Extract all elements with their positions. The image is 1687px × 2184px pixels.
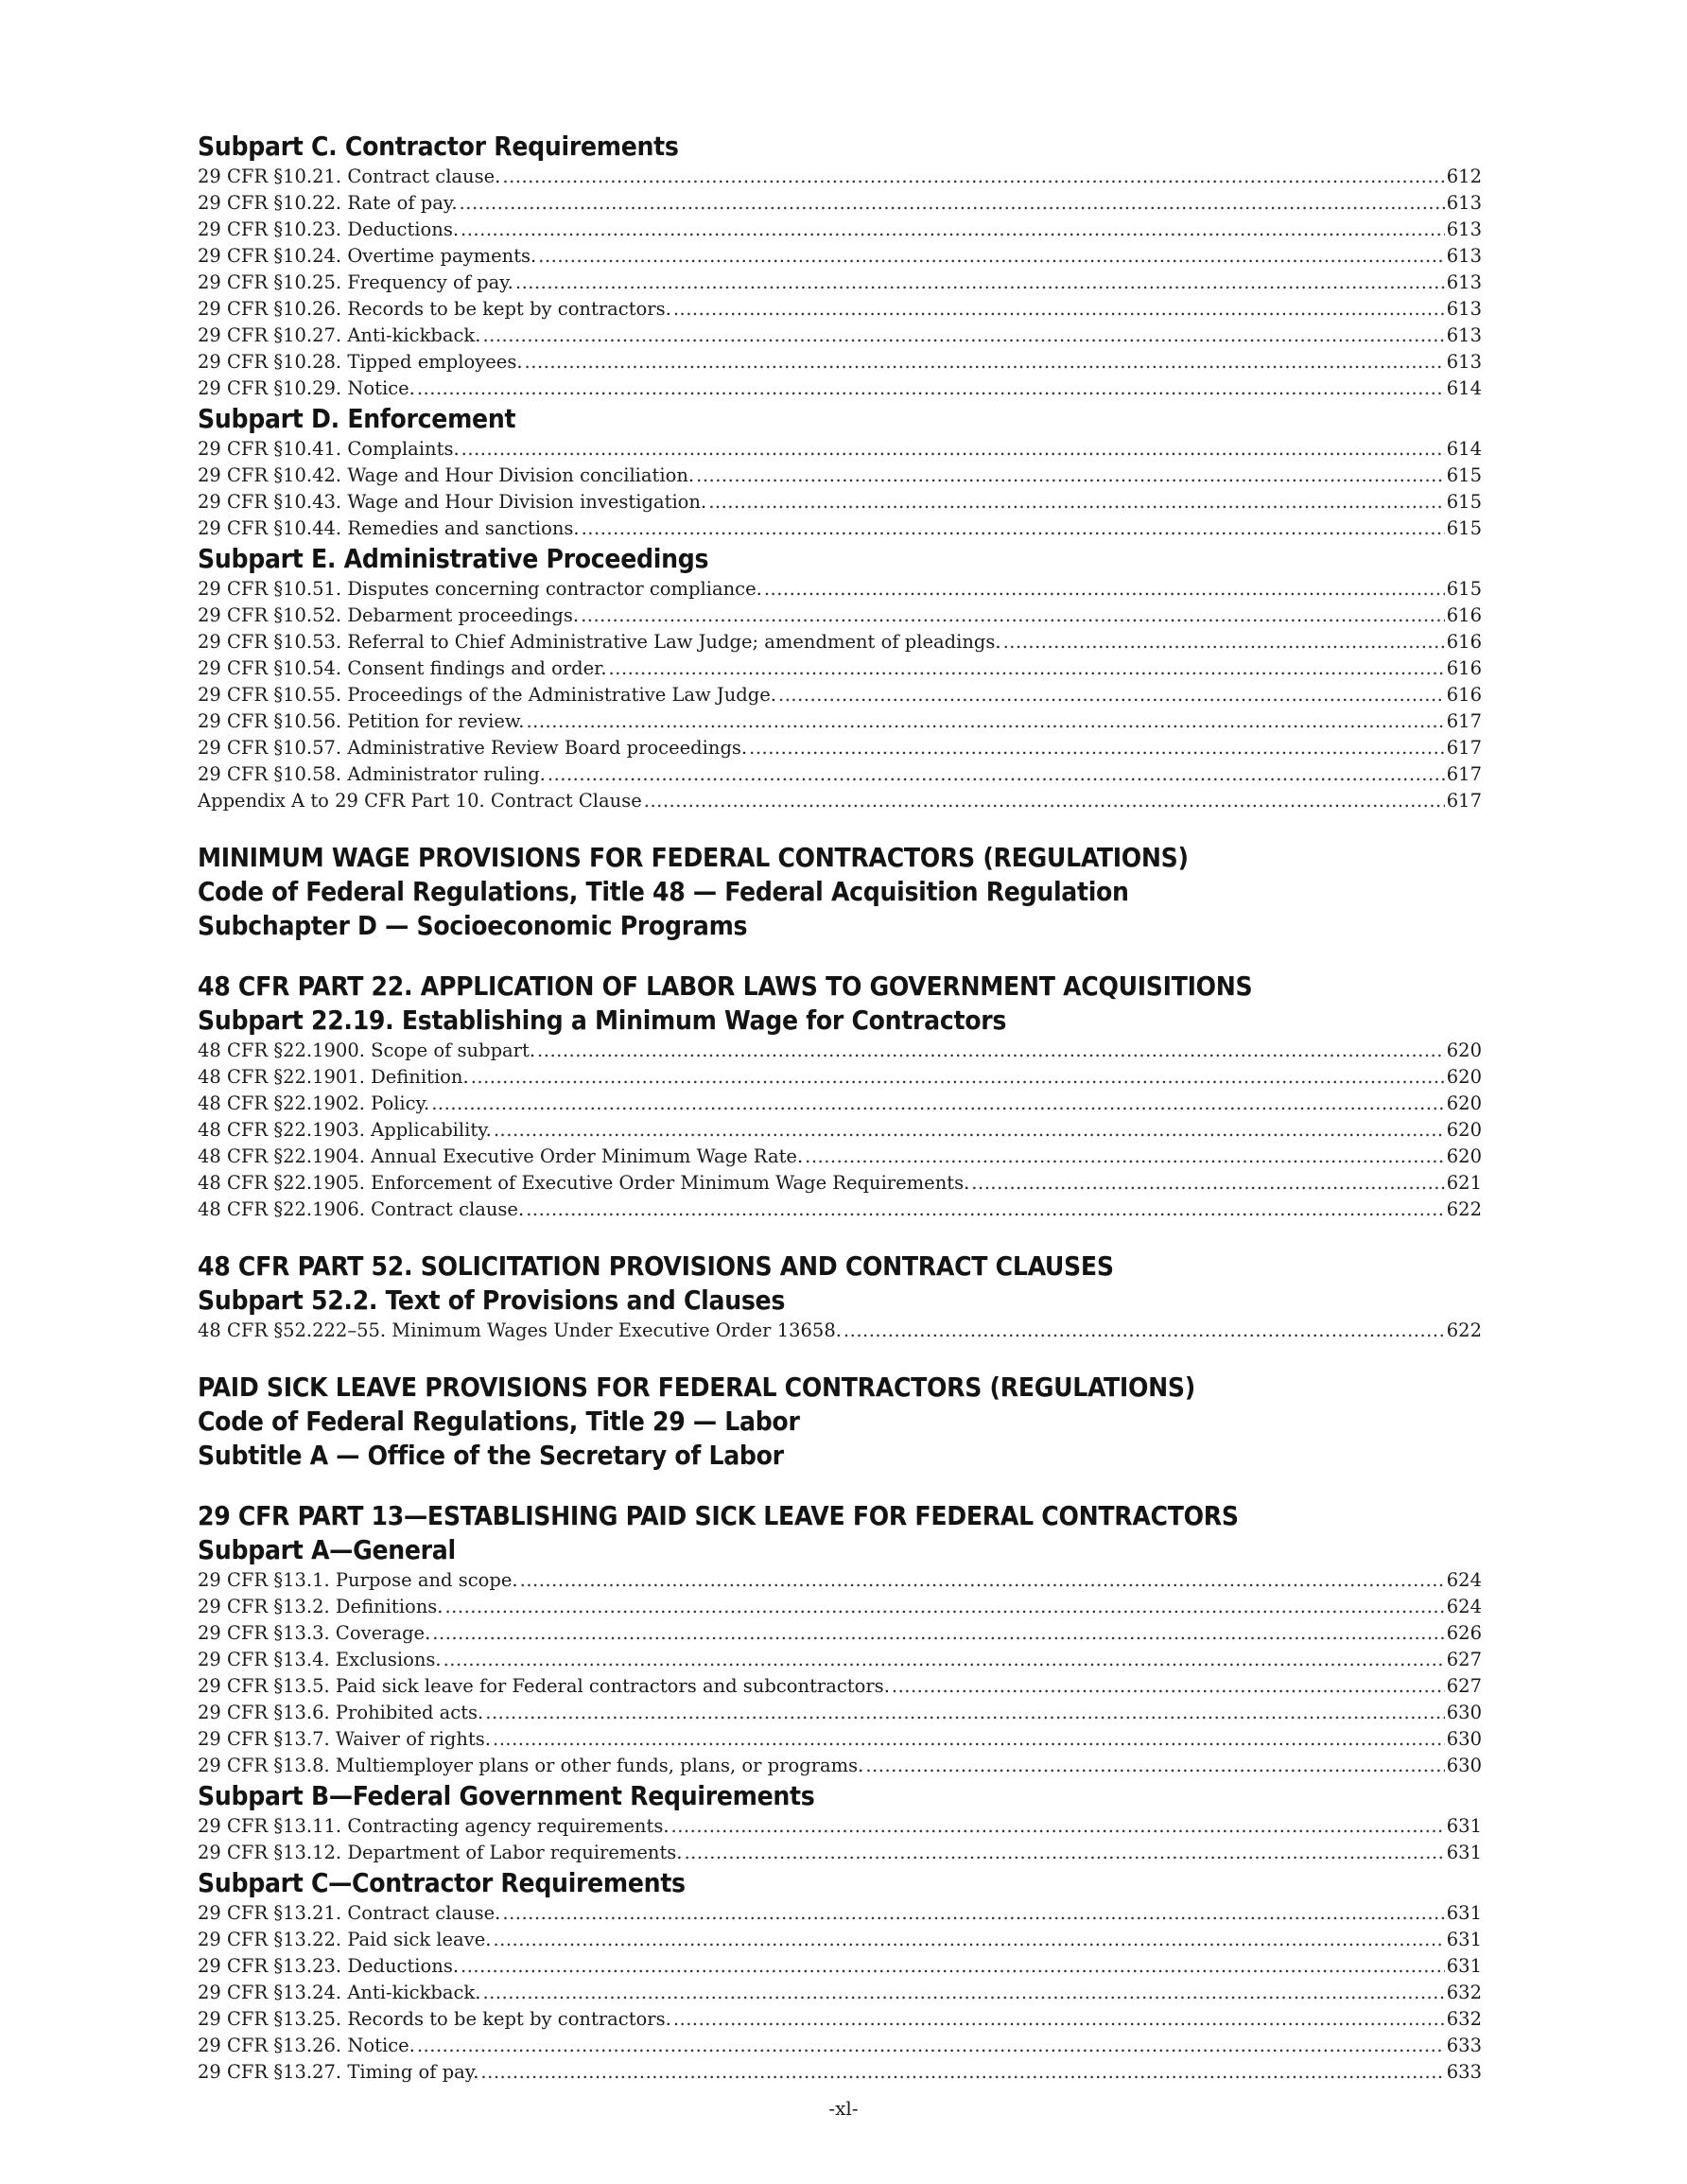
dot-leader: [471, 1064, 1445, 1091]
entry-title: 29 CFR §10.42. Wage and Hour Division conciliation.: [198, 464, 695, 486]
entry-title: 29 CFR §13.5. Paid sick leave for Federal contractors and subcontractors.: [198, 1675, 890, 1697]
dot-leader: [461, 217, 1445, 243]
toc-entry: [198, 1953, 1482, 1980]
dot-leader: [844, 1318, 1445, 1344]
entry-page-number: 630: [1446, 1702, 1482, 1723]
entry-page-number: 633: [1446, 2035, 1482, 2056]
toc-entry: [198, 708, 1482, 735]
entry-page-number: 615: [1446, 578, 1482, 600]
section-heading: Subpart 52.2. Text of Provisions and Clauses: [198, 1284, 786, 1316]
entry-title: 29 CFR §13.21. Contract clause.: [198, 1902, 501, 1924]
toc-entry: [198, 1900, 1482, 1927]
section-heading: 48 CFR PART 22. APPLICATION OF LABOR LAWS TO GOVERNMENT ACQUISITIONS: [198, 970, 1253, 1002]
dot-leader: [417, 376, 1445, 402]
section-heading: Subpart C—Contractor Requirements: [198, 1867, 686, 1898]
dot-leader: [609, 655, 1445, 682]
entry-title: 48 CFR §22.1906. Contract clause.: [198, 1198, 525, 1220]
toc-entry: [198, 1927, 1482, 1953]
dot-leader: [526, 1197, 1445, 1223]
section-heading: 29 CFR PART 13—ESTABLISHING PAID SICK LEAVE FOR FEDERAL CONTRACTORS: [198, 1500, 1239, 1531]
dot-leader: [460, 190, 1445, 217]
dot-leader: [548, 761, 1445, 788]
entry-title: 29 CFR §10.22. Rate of pay.: [198, 192, 458, 214]
toc-entry: [198, 2006, 1482, 2033]
entry-page-number: 614: [1446, 377, 1482, 399]
entry-page-number: 616: [1446, 604, 1482, 626]
entry-title: 29 CFR §10.51. Disputes concerning contractor compliance.: [198, 578, 762, 600]
entry-page-number: 615: [1446, 491, 1482, 513]
dot-leader: [684, 1840, 1444, 1866]
entry-page-number: 612: [1446, 166, 1482, 187]
entry-page-number: 613: [1446, 245, 1482, 267]
entry-title: 29 CFR §13.7. Waiver of rights.: [198, 1728, 491, 1750]
dot-leader: [778, 682, 1445, 708]
dot-leader: [538, 243, 1445, 270]
toc-entry: [198, 1813, 1482, 1840]
entry-page-number: 613: [1446, 298, 1482, 320]
section-heading: PAID SICK LEAVE PROVISIONS FOR FEDERAL CONTRACTORS (REGULATIONS): [198, 1372, 1195, 1403]
entry-title: 29 CFR §13.25. Records to be kept by contractors.: [198, 2008, 671, 2030]
entry-title: 48 CFR §22.1905. Enforcement of Executive Order Minimum Wage Requirements.: [198, 1172, 970, 1194]
section-heading: Subpart E. Administrative Proceedings: [198, 543, 709, 574]
toc-entry: [198, 1726, 1482, 1753]
section-heading: Code of Federal Regulations, Title 29 — Labor: [198, 1406, 800, 1437]
entry-title: 29 CFR §13.12. Department of Labor requirements.: [198, 1842, 683, 1863]
entry-title: 29 CFR §10.21. Contract clause.: [198, 166, 501, 187]
section-heading: Subpart C. Contractor Requirements: [198, 131, 679, 162]
toc-entry: [198, 463, 1482, 489]
entry-title: 29 CFR §10.25. Frequency of pay.: [198, 271, 513, 293]
section-heading: MINIMUM WAGE PROVISIONS FOR FEDERAL CONTRACTORS (REGULATIONS): [198, 842, 1189, 873]
section-heading: Subpart D. Enforcement: [198, 403, 516, 434]
toc-entry: [198, 349, 1482, 376]
entry-page-number: 613: [1446, 324, 1482, 346]
dot-leader: [494, 1117, 1445, 1144]
entry-page-number: 630: [1446, 1755, 1482, 1776]
entry-page-number: 616: [1446, 684, 1482, 706]
entry-title: 29 CFR §10.41. Complaints.: [198, 438, 460, 460]
dot-leader: [461, 436, 1445, 463]
entry-title: 29 CFR §13.2. Definitions.: [198, 1596, 443, 1617]
section-heading: Subpart A—General: [198, 1534, 456, 1565]
section-heading: Subpart 22.19. Establishing a Minimum Wage for Contractors: [198, 1005, 1007, 1036]
toc-entry: [198, 788, 1482, 814]
toc-entry: [198, 1567, 1482, 1594]
toc-entry: [198, 489, 1482, 515]
entry-title: 29 CFR §10.29. Notice.: [198, 377, 415, 399]
toc-entry: [198, 735, 1482, 761]
toc-entry: [198, 323, 1482, 349]
dot-leader: [671, 1813, 1445, 1840]
entry-page-number: 613: [1446, 271, 1482, 293]
toc-entry: [198, 1753, 1482, 1779]
toc-entry: [198, 1700, 1482, 1726]
entry-page-number: 631: [1446, 1929, 1482, 1950]
dot-leader: [520, 1567, 1445, 1594]
entry-page-number: 622: [1446, 1198, 1482, 1220]
entry-page-number: 613: [1446, 192, 1482, 214]
entry-title: 48 CFR §22.1901. Definition.: [198, 1066, 469, 1088]
dot-leader: [480, 2059, 1444, 2086]
dot-leader: [582, 515, 1445, 542]
toc-entry: [198, 682, 1482, 708]
dot-leader: [417, 2033, 1445, 2059]
entry-page-number: 631: [1446, 1955, 1482, 1977]
entry-page-number: 632: [1446, 2008, 1482, 2030]
dot-leader: [443, 1647, 1445, 1673]
entry-title: 48 CFR §52.222–55. Minimum Wages Under Executive Order 13658.: [198, 1319, 842, 1341]
toc-entry: [198, 1091, 1482, 1117]
dot-leader: [526, 708, 1444, 735]
entry-title: 29 CFR §10.24. Overtime payments.: [198, 245, 537, 267]
entry-title: 29 CFR §13.11. Contracting agency requirements.: [198, 1815, 670, 1837]
dot-leader: [461, 1953, 1445, 1980]
page-number: -xl-: [828, 2097, 859, 2120]
entry-page-number: 614: [1446, 438, 1482, 460]
toc-entry: [198, 1673, 1482, 1700]
entry-title: 29 CFR §13.1. Purpose and scope.: [198, 1569, 518, 1591]
entry-title: 29 CFR §10.52. Debarment proceedings.: [198, 604, 580, 626]
toc-entry: [198, 515, 1482, 542]
toc-entry: [198, 629, 1482, 655]
dot-leader: [644, 788, 1445, 814]
entry-page-number: 622: [1446, 1319, 1482, 1341]
entry-page-number: 617: [1446, 763, 1482, 785]
entry-page-number: 613: [1446, 218, 1482, 240]
toc-entry: [198, 164, 1482, 190]
toc-entry: [198, 217, 1482, 243]
entry-title: Appendix A to 29 CFR Part 10. Contract Clause: [198, 790, 642, 812]
dot-leader: [493, 1927, 1444, 1953]
toc-entry: [198, 1170, 1482, 1197]
entry-page-number: 616: [1446, 657, 1482, 679]
dot-leader: [971, 1170, 1444, 1197]
toc-entry: [198, 1038, 1482, 1064]
toc-entry: [198, 1840, 1482, 1866]
entry-title: 29 CFR §10.28. Tipped employees.: [198, 351, 523, 373]
entry-title: 48 CFR §22.1900. Scope of subpart.: [198, 1040, 536, 1061]
entry-title: 29 CFR §13.23. Deductions.: [198, 1955, 460, 1977]
entry-title: 29 CFR §13.24. Anti-kickback.: [198, 1982, 481, 2003]
dot-leader: [515, 270, 1445, 296]
section-heading: 48 CFR PART 52. SOLICITATION PROVISIONS AND CONTRACT CLAUSES: [198, 1250, 1114, 1282]
dot-leader: [696, 463, 1445, 489]
dot-leader: [749, 735, 1445, 761]
toc-entry: [198, 603, 1482, 629]
entry-title: 29 CFR §10.26. Records to be kept by contractors.: [198, 298, 671, 320]
toc-entry: [198, 190, 1482, 217]
entry-page-number: 615: [1446, 464, 1482, 486]
dot-leader: [493, 1726, 1445, 1753]
toc-entry: [198, 1064, 1482, 1091]
entry-title: 48 CFR §22.1903. Applicability.: [198, 1119, 492, 1141]
toc-entry: [198, 1980, 1482, 2006]
entry-page-number: 631: [1446, 1842, 1482, 1863]
entry-title: 29 CFR §10.44. Remedies and sanctions.: [198, 517, 580, 539]
dot-leader: [673, 2006, 1445, 2033]
toc-entry: [198, 296, 1482, 323]
section-heading: Subpart B—Federal Government Requirements: [198, 1780, 815, 1811]
section-heading: Subtitle A — Office of the Secretary of Labor: [198, 1440, 784, 1471]
dot-leader: [482, 1980, 1444, 2006]
toc-entry: [198, 655, 1482, 682]
entry-title: 29 CFR §10.56. Petition for review.: [198, 710, 525, 732]
toc-entry: [198, 1647, 1482, 1673]
entry-page-number: 624: [1446, 1569, 1482, 1591]
toc-entry: [198, 2059, 1482, 2086]
dot-leader: [673, 296, 1445, 323]
toc-entry: [198, 2033, 1482, 2059]
entry-page-number: 621: [1446, 1172, 1482, 1194]
toc-entry: [198, 243, 1482, 270]
dot-leader: [865, 1753, 1444, 1779]
entry-title: 29 CFR §13.8. Multiemployer plans or other funds, plans, or programs.: [198, 1755, 864, 1776]
entry-page-number: 624: [1446, 1596, 1482, 1617]
entry-title: 48 CFR §22.1902. Policy.: [198, 1092, 430, 1114]
entry-title: 29 CFR §13.3. Coverage.: [198, 1622, 431, 1644]
entry-title: 29 CFR §10.54. Consent findings and order.: [198, 657, 607, 679]
section-heading: Subchapter D — Socioeconomic Programs: [198, 910, 748, 941]
toc-entry: [198, 1620, 1482, 1647]
section-heading: Code of Federal Regulations, Title 48 — Federal Acquisition Regulation: [198, 876, 1129, 907]
entry-page-number: 627: [1446, 1675, 1482, 1697]
dot-leader: [764, 576, 1445, 603]
entry-page-number: 630: [1446, 1728, 1482, 1750]
dot-leader: [708, 489, 1445, 515]
entry-title: 29 CFR §13.22. Paid sick leave.: [198, 1929, 492, 1950]
dot-leader: [482, 323, 1444, 349]
entry-page-number: 632: [1446, 1982, 1482, 2003]
entry-page-number: 620: [1446, 1145, 1482, 1167]
dot-leader: [537, 1038, 1445, 1064]
dot-leader: [581, 603, 1445, 629]
toc-entry: [198, 270, 1482, 296]
toc-entry: [198, 1197, 1482, 1223]
entry-page-number: 620: [1446, 1119, 1482, 1141]
toc-entry: [198, 1594, 1482, 1620]
entry-title: 29 CFR §10.57. Administrative Review Board proceedings.: [198, 737, 748, 759]
entry-title: 29 CFR §13.4. Exclusions.: [198, 1649, 442, 1670]
dot-leader: [432, 1620, 1444, 1647]
dot-leader: [892, 1673, 1445, 1700]
toc-entry: [198, 576, 1482, 603]
toc-entry: [198, 1117, 1482, 1144]
entry-page-number: 631: [1446, 1815, 1482, 1837]
dot-leader: [444, 1594, 1444, 1620]
dot-leader: [1003, 629, 1445, 655]
toc-entry: [198, 436, 1482, 463]
entry-page-number: 615: [1446, 517, 1482, 539]
dot-leader: [431, 1091, 1445, 1117]
entry-page-number: 631: [1446, 1902, 1482, 1924]
entry-title: 29 CFR §10.58. Administrator ruling.: [198, 763, 546, 785]
entry-title: 29 CFR §10.55. Proceedings of the Administrative Law Judge.: [198, 684, 777, 706]
toc-entry: [198, 376, 1482, 402]
dot-leader: [805, 1144, 1445, 1170]
entry-page-number: 620: [1446, 1040, 1482, 1061]
entry-page-number: 633: [1446, 2061, 1482, 2083]
entry-title: 48 CFR §22.1904. Annual Executive Order Minimum Wage Rate.: [198, 1145, 804, 1167]
entry-page-number: 617: [1446, 790, 1482, 812]
entry-title: 29 CFR §13.27. Timing of pay.: [198, 2061, 479, 2083]
entry-page-number: 620: [1446, 1066, 1482, 1088]
table-of-contents: [198, 130, 1482, 2086]
entry-title: 29 CFR §10.23. Deductions.: [198, 218, 460, 240]
entry-title: 29 CFR §13.26. Notice.: [198, 2035, 415, 2056]
entry-page-number: 626: [1446, 1622, 1482, 1644]
entry-title: 29 CFR §13.6. Prohibited acts.: [198, 1702, 484, 1723]
entry-title: 29 CFR §10.27. Anti-kickback.: [198, 324, 481, 346]
dot-leader: [485, 1700, 1445, 1726]
dot-leader: [502, 1900, 1444, 1927]
entry-title: 29 CFR §10.53. Referral to Chief Administrative Law Judge; amendment of pleadings.: [198, 631, 1001, 653]
dot-leader: [502, 164, 1444, 190]
toc-entry: [198, 761, 1482, 788]
entry-page-number: 620: [1446, 1092, 1482, 1114]
entry-title: 29 CFR §10.43. Wage and Hour Division investigation.: [198, 491, 707, 513]
entry-page-number: 617: [1446, 737, 1482, 759]
toc-entry: [198, 1318, 1482, 1344]
entry-page-number: 617: [1446, 710, 1482, 732]
entry-page-number: 613: [1446, 351, 1482, 373]
entry-page-number: 627: [1446, 1649, 1482, 1670]
toc-entry: [198, 1144, 1482, 1170]
entry-page-number: 616: [1446, 631, 1482, 653]
dot-leader: [525, 349, 1445, 376]
